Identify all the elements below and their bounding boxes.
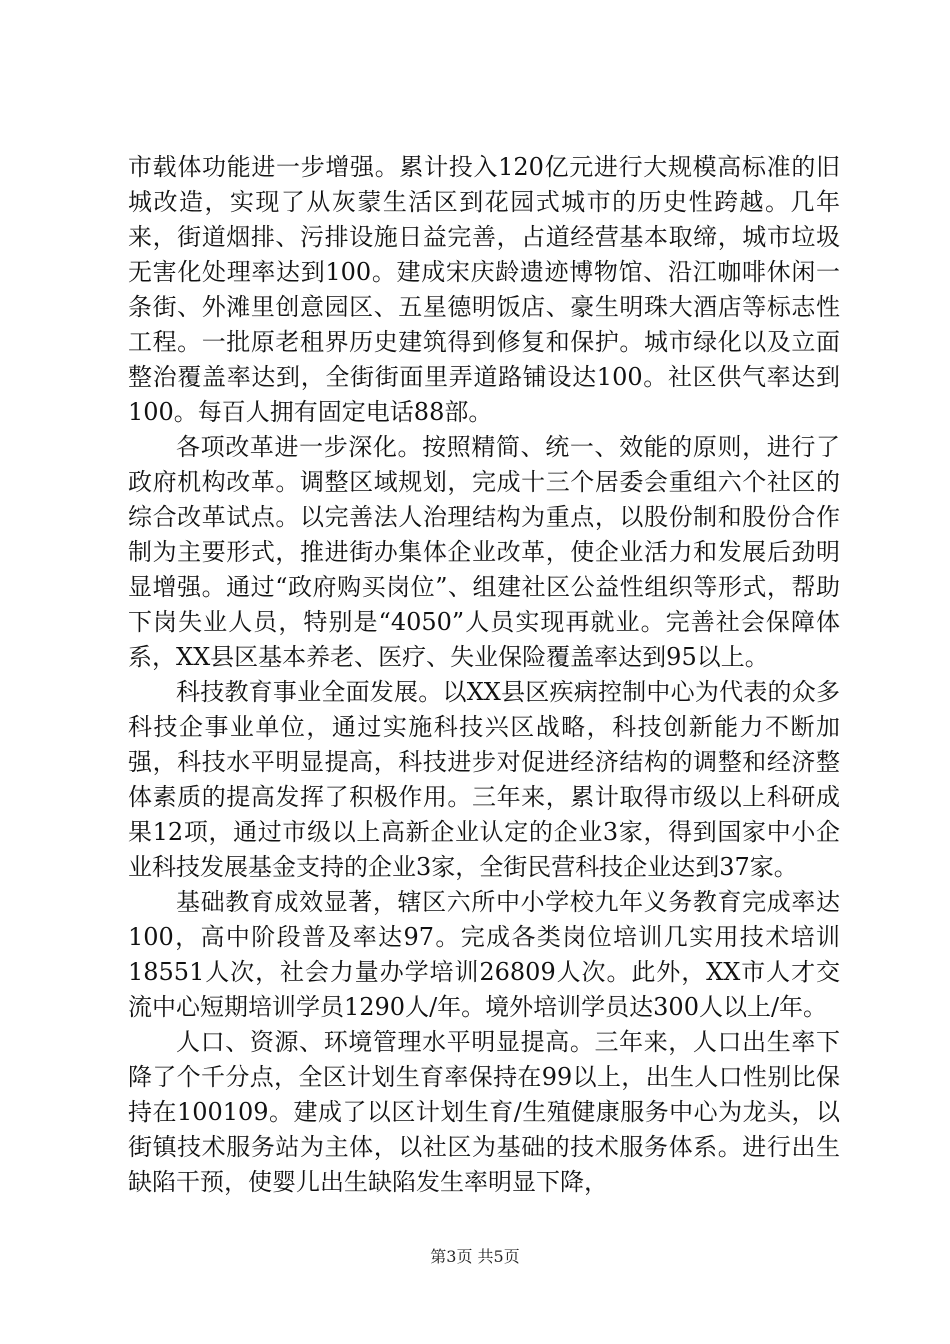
page-footer: 第3页 共5页	[430, 1247, 520, 1266]
paragraph-urban-function: 市载体功能进一步增强。累计投入120亿元进行大规模高标准的旧城改造，实现了从灰蒙生活区到花园式城市的历史性跨越。几年来，街道烟排、污排设施日益完善，占道经营基本取缔，城市垃圾无害化处理率达到100。建成宋庆龄遗迹博物馆、沿江咖啡休闲一条街、外滩里创意园区、五星德明饭店、豪生明珠大酒店等标志性工程。一批原老租界历史建筑得到修复和保护。城市绿化以及立面整治覆盖率达到，全街街面里弄道路铺设达100。社区供气率达到100。每百人拥有固定电话88部。	[128, 153, 840, 426]
paragraph-education: 基础教育成效显著，辖区六所中小学校九年义务教育完成率达100，高中阶段普及率达97。完成各类岗位培训几实用技术培训18551人次，社会力量办学培训26809人次。此外，XX市人才交流中心短期培训学员1290人/年。境外培训学员达300人以上/年。	[128, 888, 840, 1021]
paragraph-population: 人口、资源、环境管理水平明显提高。三年来，人口出生率下降了个千分点，全区计划生育率保持在99以上，出生人口性别比保持在100109。建成了以区计划生育/生殖健康服务中心为龙头，以街镇技术服务站为主体，以社区为基础的技术服务体系。进行出生缺陷干预，使婴儿出生缺陷发生率明显下降，	[128, 1028, 840, 1196]
paragraph-science-tech: 科技教育事业全面发展。以XX县区疾病控制中心为代表的众多科技企事业单位，通过实施科技兴区战略，科技创新能力不断加强，科技水平明显提高，科技进步对促进经济结构的调整和经济整体素质的提高发挥了积极作用。三年来，累计取得市级以上科研成果12项，通过市级以上高新企业认定的企业3家，得到国家中小企业科技发展基金支持的企业3家，全街民营科技企业达到37家。	[128, 678, 840, 881]
document-body	[128, 150, 840, 1200]
paragraph-reform: 各项改革进一步深化。按照精简、统一、效能的原则，进行了政府机构改革。调整区域规划，完成十三个居委会重组六个社区的综合改革试点。以完善法人治理结构为重点，以股份制和股份合作制为主要形式，推进街办集体企业改革，使企业活力和发展后劲明显增强。通过“政府购买岗位”、组建社区公益性组织等形式，帮助下岗失业人员，特别是“4050”人员实现再就业。完善社会保障体系，XX县区基本养老、医疗、失业保险覆盖率达到95以上。	[128, 433, 840, 671]
